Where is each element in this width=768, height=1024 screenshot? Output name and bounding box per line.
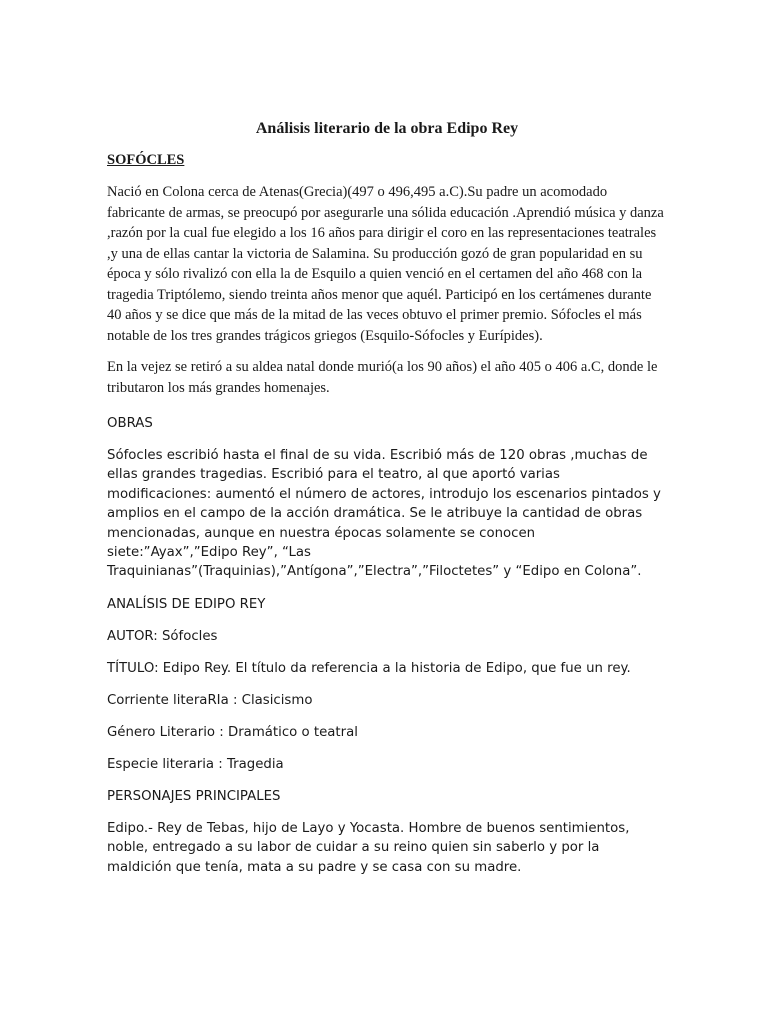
- obras-paragraph: Sófocles escribió hasta el final de su vida. Escribió más de 120 obras ,muchas de ellas grandes tragedias. Escribió para el teatro, al que aportó varias modificaciones: aumentó el número de actores, introdujo los escenarios pintados y amplios en el campo de la acción dramática. Se le atribuye la cantidad de obras mencionadas, aunque en nuestra épocas solamente se conocen siete:”Ayax”,”Edipo Rey”, “Las Traquinianas”(Traquinias),”Antígona”,”Electra”,”Filoctetes” y “Edipo en Colona”.: [107, 448, 661, 580]
- autor-line: AUTOR: Sófocles: [107, 628, 218, 644]
- author-heading: SOFÓCLES: [107, 152, 185, 168]
- titulo-line: TÍTULO: Edipo Rey. El título da referencia a la historia de Edipo, que fue un rey.: [107, 660, 631, 676]
- especie-line: Especie literaria : Tragedia: [107, 756, 284, 772]
- document-page: [107, 118, 667, 890]
- analisis-heading: ANALÍSIS DE EDIPO REY: [107, 596, 266, 612]
- edipo-paragraph: Edipo.- Rey de Tebas, hijo de Layo y Yocasta. Hombre de buenos sentimientos, noble, entregado a su labor de cuidar a su reino quien sin saberlo y por la maldición que tenía, mata a su padre y se casa con su madre.: [107, 820, 630, 875]
- genero-line: Género Literario : Dramático o teatral: [107, 724, 358, 740]
- personajes-heading: PERSONAJES PRINCIPALES: [107, 788, 281, 804]
- document-title: Análisis literario de la obra Edipo Rey: [255, 120, 519, 137]
- corriente-line: Corriente literaRIa : Clasicismo: [107, 692, 313, 708]
- bio-paragraph-1: Nació en Colona cerca de Atenas(Grecia)(497 o 496,495 a.C).Su padre un acomodado fabricante de armas, se preocupó por asegurarle una sólida educación .Aprendió música y danza ,razón por la cual fue elegido a los 16 años para dirigir el coro en las representaciones teatrales ,y una de ellas cantar la victoria de Salamina. Su producción gozó de gran popularidad en su época y sólo rivalizó con ella la de Esquilo a quien venció en el certamen del año 468 con la tragedia Triptólemo, siendo treinta años menor que aquél. Participó en los certámenes durante 40 años y se dice que más de la mitad de las veces obtuvo el primer premio. Sófocles el más notable de los tres grandes trágicos griegos (Esquilo-Sófocles y Eurípides).: [107, 184, 664, 344]
- obras-heading: OBRAS: [107, 416, 153, 431]
- bio-paragraph-2: En la vejez se retiró a su aldea natal donde murió(a los 90 años) el año 405 o 406 a.C, donde le tributaron los más grandes homenajes.: [107, 359, 658, 396]
